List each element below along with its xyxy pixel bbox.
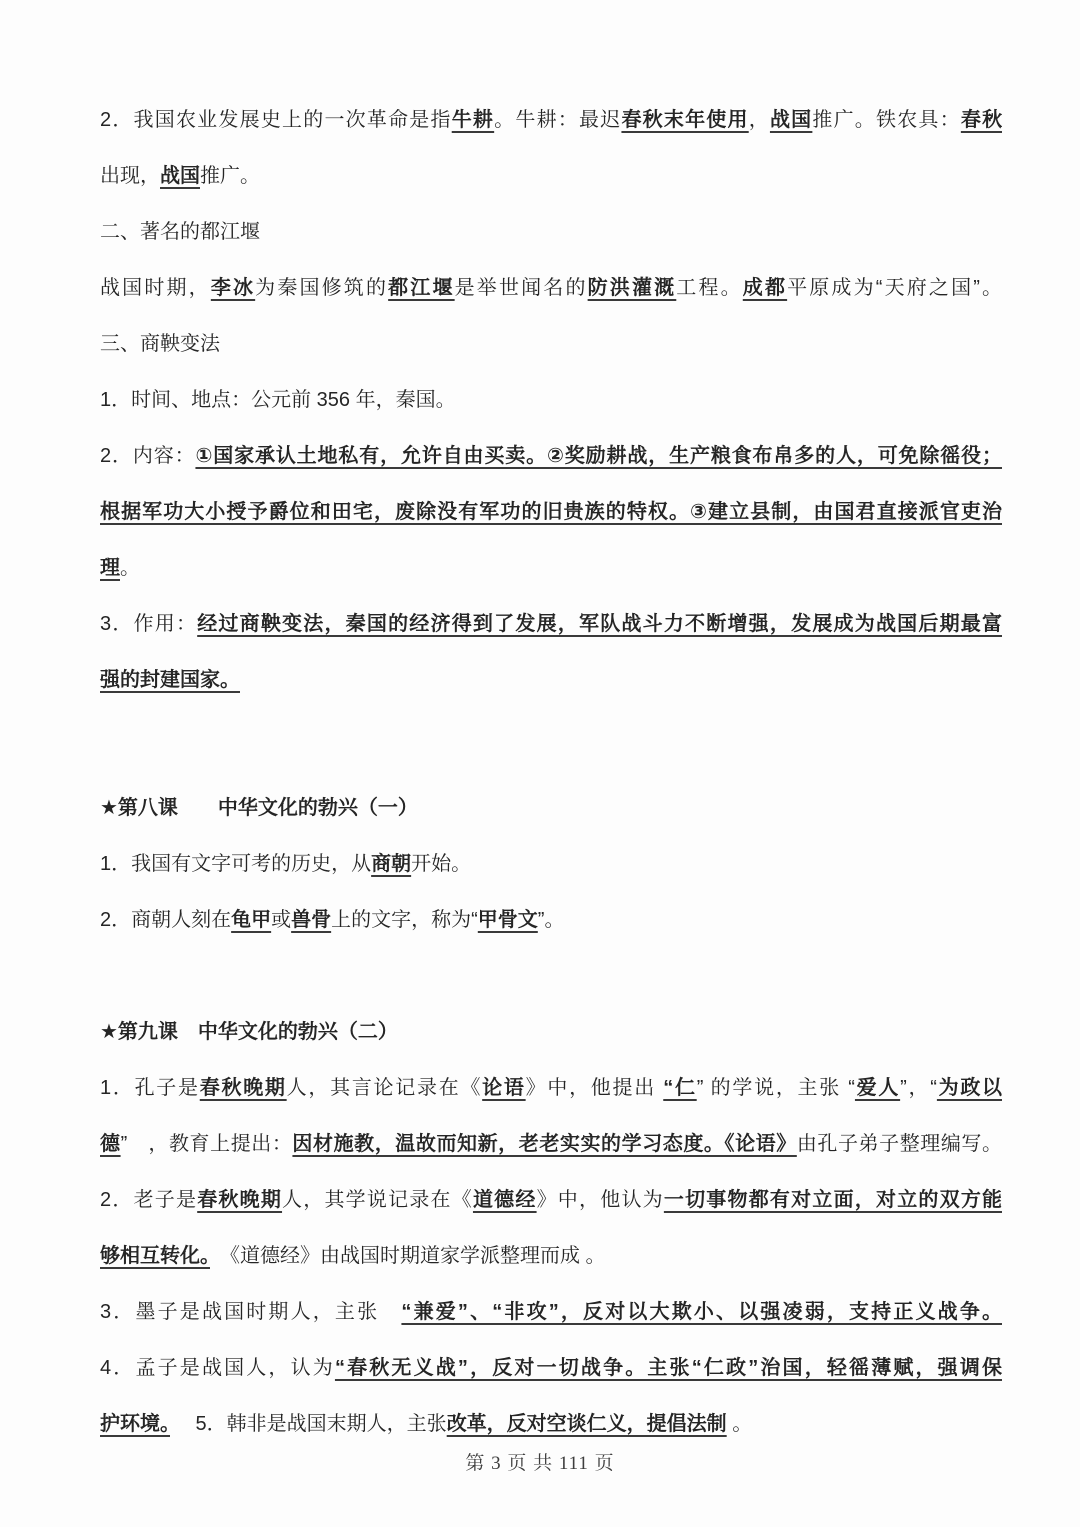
emphasis-text: “春秋无义战”，反对一切战争。主张“仁政”治国，轻徭薄赋，强调保 [334,1357,1002,1379]
body-text: 》中，他认为 [536,1189,664,1211]
emphasis-text: 春秋末年使用 [621,109,749,131]
body-text: 三、商鞅变法 [100,333,220,355]
emphasis-text: 护环境。 [100,1413,170,1435]
emphasis-text: “仁 [663,1077,697,1099]
body-text: 》中，他提出 [525,1077,664,1099]
body-text: 二、著名的都江堰 [100,221,260,243]
emphasis-text: 够相互转化。 [100,1245,210,1267]
body-text: 4．孟子是战国人，认为 [100,1357,335,1379]
body-text: 出现， [100,165,160,187]
body-text: 。 [120,557,140,579]
emphasis-text: “兼爱”、“非攻”，反对以大欺小、以强凌弱，支持正义战争。 [401,1301,1002,1323]
body-text: ” 的学说，主张 “ [696,1077,855,1099]
line-shangyang-2b [100,484,1002,540]
body-text: 工程。 [676,277,743,299]
line-lesson9-4b [100,1396,1002,1452]
body-text: 2．老子是 [100,1189,198,1211]
line-niugeng-1 [100,92,1002,148]
line-shangyang-3b [100,652,1002,708]
emphasis-text: 成都 [742,277,788,299]
emphasis-text: 李冰 [210,277,256,299]
body-text: 开始。 [411,853,472,875]
emphasis-text: ★第八课 中华文化的勃兴（一） [100,797,418,819]
line-lesson9-1a [100,1060,1002,1116]
body-text: 5．韩非是战国末期人，主张 [170,1413,447,1435]
line-shangyang-2a [100,428,1002,484]
body-text: 平原成为“天府之国”。 [787,277,1002,299]
body-text: 。 [726,1413,753,1435]
body-text: 人，其言论记录在《 [286,1077,483,1099]
line-shangyang-1 [100,372,1002,428]
line-lesson8-1 [100,836,1002,892]
line-lesson9-2a [100,1172,1002,1228]
body-text: ”。 [537,909,565,931]
body-text: 为秦国修筑的 [255,277,389,299]
line-lesson8-2 [100,892,1002,948]
body-text: 推广。铁农具： [812,109,961,131]
emphasis-text: 经过商鞅变法，秦国的经济得到了发展，军队战斗力不断增强，发展成为战国后期最富 [197,613,1002,635]
body-text: 是举世闻名的 [454,277,588,299]
blank-line [100,948,1002,1004]
emphasis-text: 一切事物都有对立面，对立的双方能 [663,1189,1002,1211]
emphasis-text: 改革，反对空谈仁义，提倡法制 [446,1413,727,1435]
body-text: 3．墨子是战国时期人，主张 [100,1301,402,1323]
emphasis-text: 甲骨文 [477,909,538,931]
body-text: ， [748,109,770,131]
document-body [100,92,1002,1452]
line-lesson9-1b [100,1116,1002,1172]
emphasis-text: ★第九课 中华文化的勃兴（二） [100,1021,398,1043]
body-text: 由孔子弟子整理编写。 [796,1133,1002,1155]
line-lesson9-3 [100,1284,1002,1340]
body-text: 上的文字，称为“ [331,909,478,931]
heading-lesson8 [100,780,1002,836]
body-text: 2．商朝人刻在 [100,909,232,931]
blank-line [100,708,1002,764]
body-text: 或 [271,909,292,931]
emphasis-text: 春秋 [960,109,1002,131]
heading-shangyang [100,316,1002,372]
body-text: 1．时间、地点：公元前 356 年，秦国。 [100,389,456,411]
emphasis-text: 强的封建国家。 [100,669,240,691]
emphasis-text: 德 [100,1133,121,1155]
emphasis-text: 都江堰 [388,277,455,299]
body-text: 1．我国有文字可考的历史，从 [100,853,372,875]
line-shangyang-3a [100,596,1002,652]
body-text: 2．内容： [100,445,196,467]
emphasis-text: 牛耕 [451,109,495,131]
emphasis-text: 战国 [769,109,813,131]
line-dujiangyan [100,260,1002,316]
emphasis-text: 防洪灌溉 [587,277,677,299]
emphasis-text: 龟甲 [231,909,272,931]
emphasis-text: 为政以 [936,1077,1002,1099]
body-text: 战国时期， [100,277,211,299]
line-lesson9-4a [100,1340,1002,1396]
body-text: 推广。 [200,165,260,187]
emphasis-text: 论语 [482,1077,526,1099]
body-text: 1．孔子是 [100,1077,200,1099]
heading-dujiangyan [100,204,1002,260]
body-text: 人，其学说记录在《 [282,1189,473,1211]
emphasis-text: 商朝 [371,853,412,875]
emphasis-text: 战国 [160,165,200,187]
emphasis-text: 兽骨 [291,909,332,931]
body-text: 3．作用： [100,613,198,635]
heading-lesson9 [100,1004,1002,1060]
body-text: ”，“ [900,1077,937,1099]
line-niugeng-2 [100,148,1002,204]
emphasis-text: ①国家承认土地私有，允许自由买卖。②奖励耕战，生产粮食布帛多的人，可免除徭役； [195,445,1002,467]
body-text: 。牛耕：最迟 [494,109,622,131]
body-text: 《道德经》由战国时期道家学派整理而成 。 [210,1245,606,1267]
emphasis-text: 春秋晚期 [197,1189,283,1211]
emphasis-text: 道德经 [472,1189,537,1211]
emphasis-text: 因材施教，温故而知新，老老实实的学习态度。《论语》 [292,1133,797,1155]
emphasis-text: 春秋晚期 [199,1077,287,1099]
body-text: 2．我国农业发展史上的一次革命是指 [100,109,452,131]
footer-page-number: 第 3 页 共 111 页 [465,1453,615,1474]
line-lesson9-2b [100,1228,1002,1284]
emphasis-text: 理 [100,557,120,579]
emphasis-text: 根据军功大小授予爵位和田宅，废除没有军功的旧贵族的特权。③建立县制，由国君直接派官吏治 [100,501,1002,523]
body-text: ” ，教育上提出： [120,1133,293,1155]
line-shangyang-2c [100,540,1002,596]
emphasis-text: 爱人 [854,1077,901,1099]
